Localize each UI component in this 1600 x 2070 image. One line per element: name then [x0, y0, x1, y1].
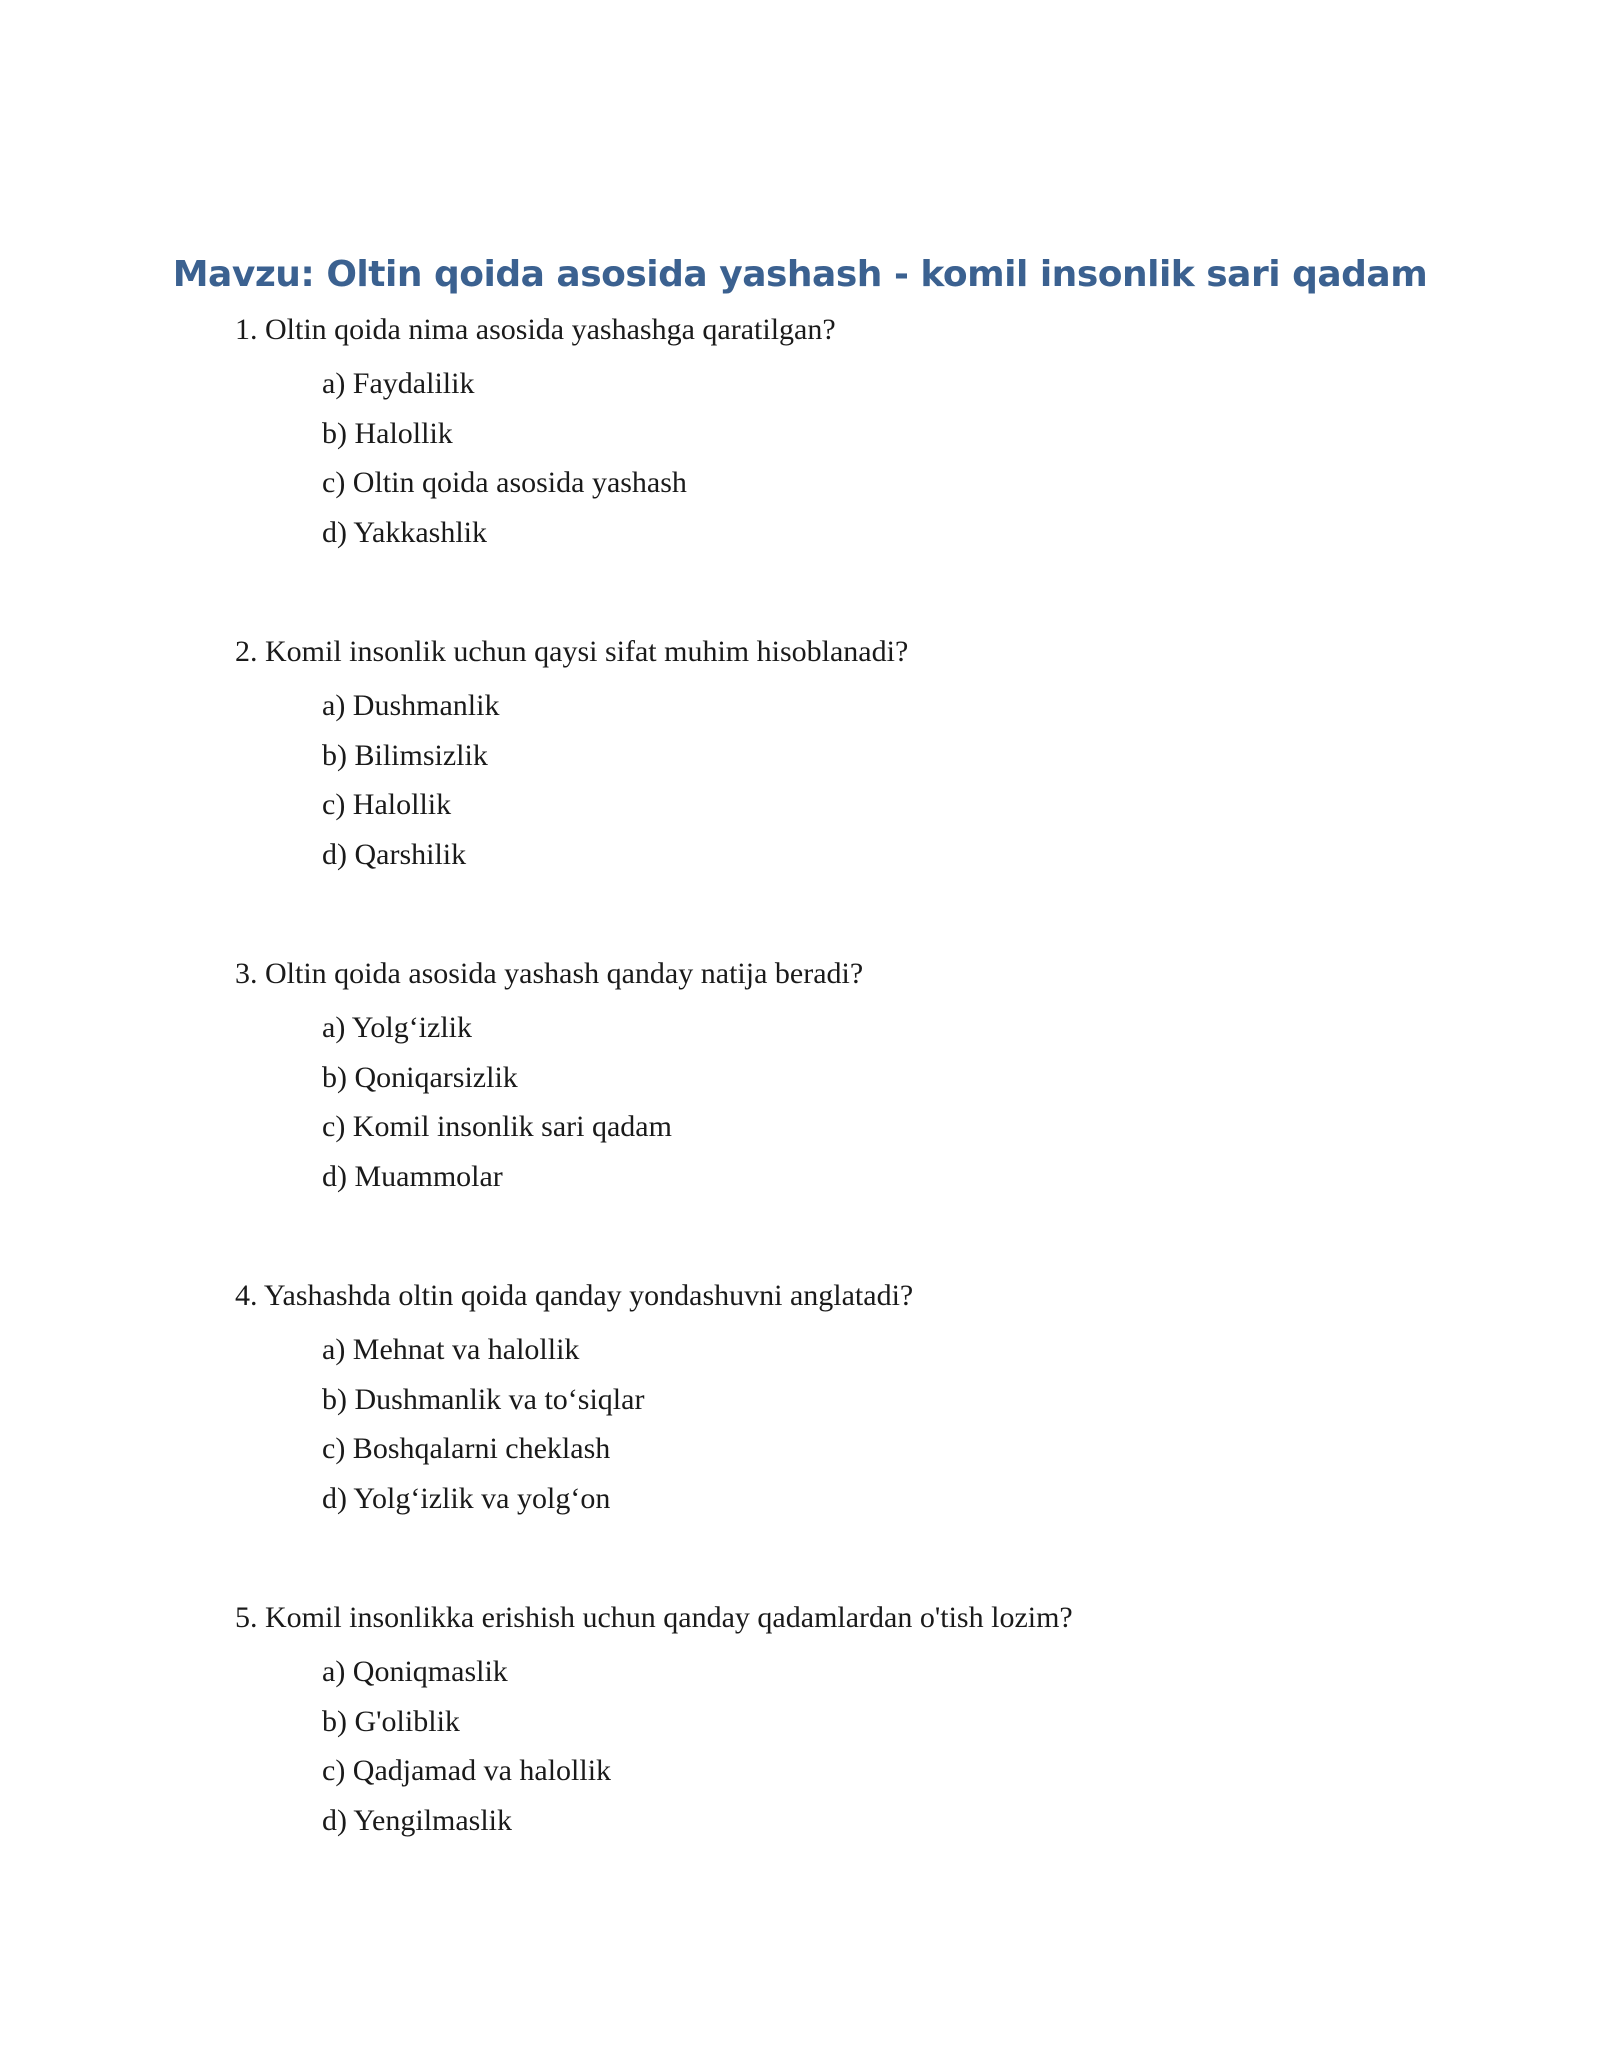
- option-a: a) Dushmanlik: [322, 689, 500, 722]
- option-list: [322, 1652, 1435, 1850]
- question-text: 5. Komil insonlikka erishish uchun qanday qadamlardan o'tish lozim?: [235, 1601, 1073, 1634]
- option-b: b) Halollik: [322, 416, 453, 450]
- page-title: Mavzu: Oltin qoida asosida yashash - komil insonlik sari qadam: [172, 254, 1428, 295]
- question-3: [235, 954, 1435, 1206]
- option-b: b) G'oliblik: [322, 1704, 460, 1738]
- option-c: c) Halollik: [322, 788, 452, 821]
- option-d: d) Muammolar: [322, 1159, 503, 1193]
- option-b: b) Dushmanlik va to‘siqlar: [322, 1382, 645, 1416]
- question-text: 1. Oltin qoida nima asosida yashashga qaratilgan?: [235, 313, 836, 346]
- question-text: 2. Komil insonlik uchun qaysi sifat muhim hisoblanadi?: [235, 635, 909, 668]
- option-a: a) Yolg‘izlik: [322, 1011, 472, 1044]
- option-list: [322, 1330, 1435, 1528]
- option-b: b) Bilimsizlik: [322, 738, 488, 772]
- option-list: [322, 364, 1435, 562]
- option-d: d) Yakkashlik: [322, 515, 488, 549]
- option-d: d) Yengilmaslik: [322, 1803, 513, 1837]
- option-c: c) Oltin qoida asosida yashash: [322, 466, 687, 499]
- question-text: 3. Oltin qoida asosida yashash qanday natija beradi?: [235, 957, 864, 990]
- question-1: [235, 310, 1435, 562]
- option-c: c) Qadjamad va halollik: [322, 1754, 612, 1787]
- option-d: d) Qarshilik: [322, 837, 467, 871]
- question-text: 4. Yashashda oltin qoida qanday yondashuvni anglatadi?: [235, 1279, 914, 1312]
- option-d: d) Yolg‘izlik va yolg‘on: [322, 1481, 611, 1515]
- question-4: [235, 1276, 1435, 1528]
- option-b: b) Qoniqarsizlik: [322, 1060, 518, 1094]
- question-2: [235, 632, 1435, 884]
- option-list: [322, 686, 1435, 884]
- option-c: c) Boshqalarni cheklash: [322, 1432, 611, 1465]
- option-a: a) Qoniqmaslik: [322, 1655, 508, 1688]
- option-c: c) Komil insonlik sari qadam: [322, 1110, 672, 1143]
- question-5: [235, 1598, 1435, 1850]
- option-a: a) Mehnat va halollik: [322, 1333, 580, 1366]
- option-list: [322, 1008, 1435, 1206]
- option-a: a) Faydalilik: [322, 367, 475, 400]
